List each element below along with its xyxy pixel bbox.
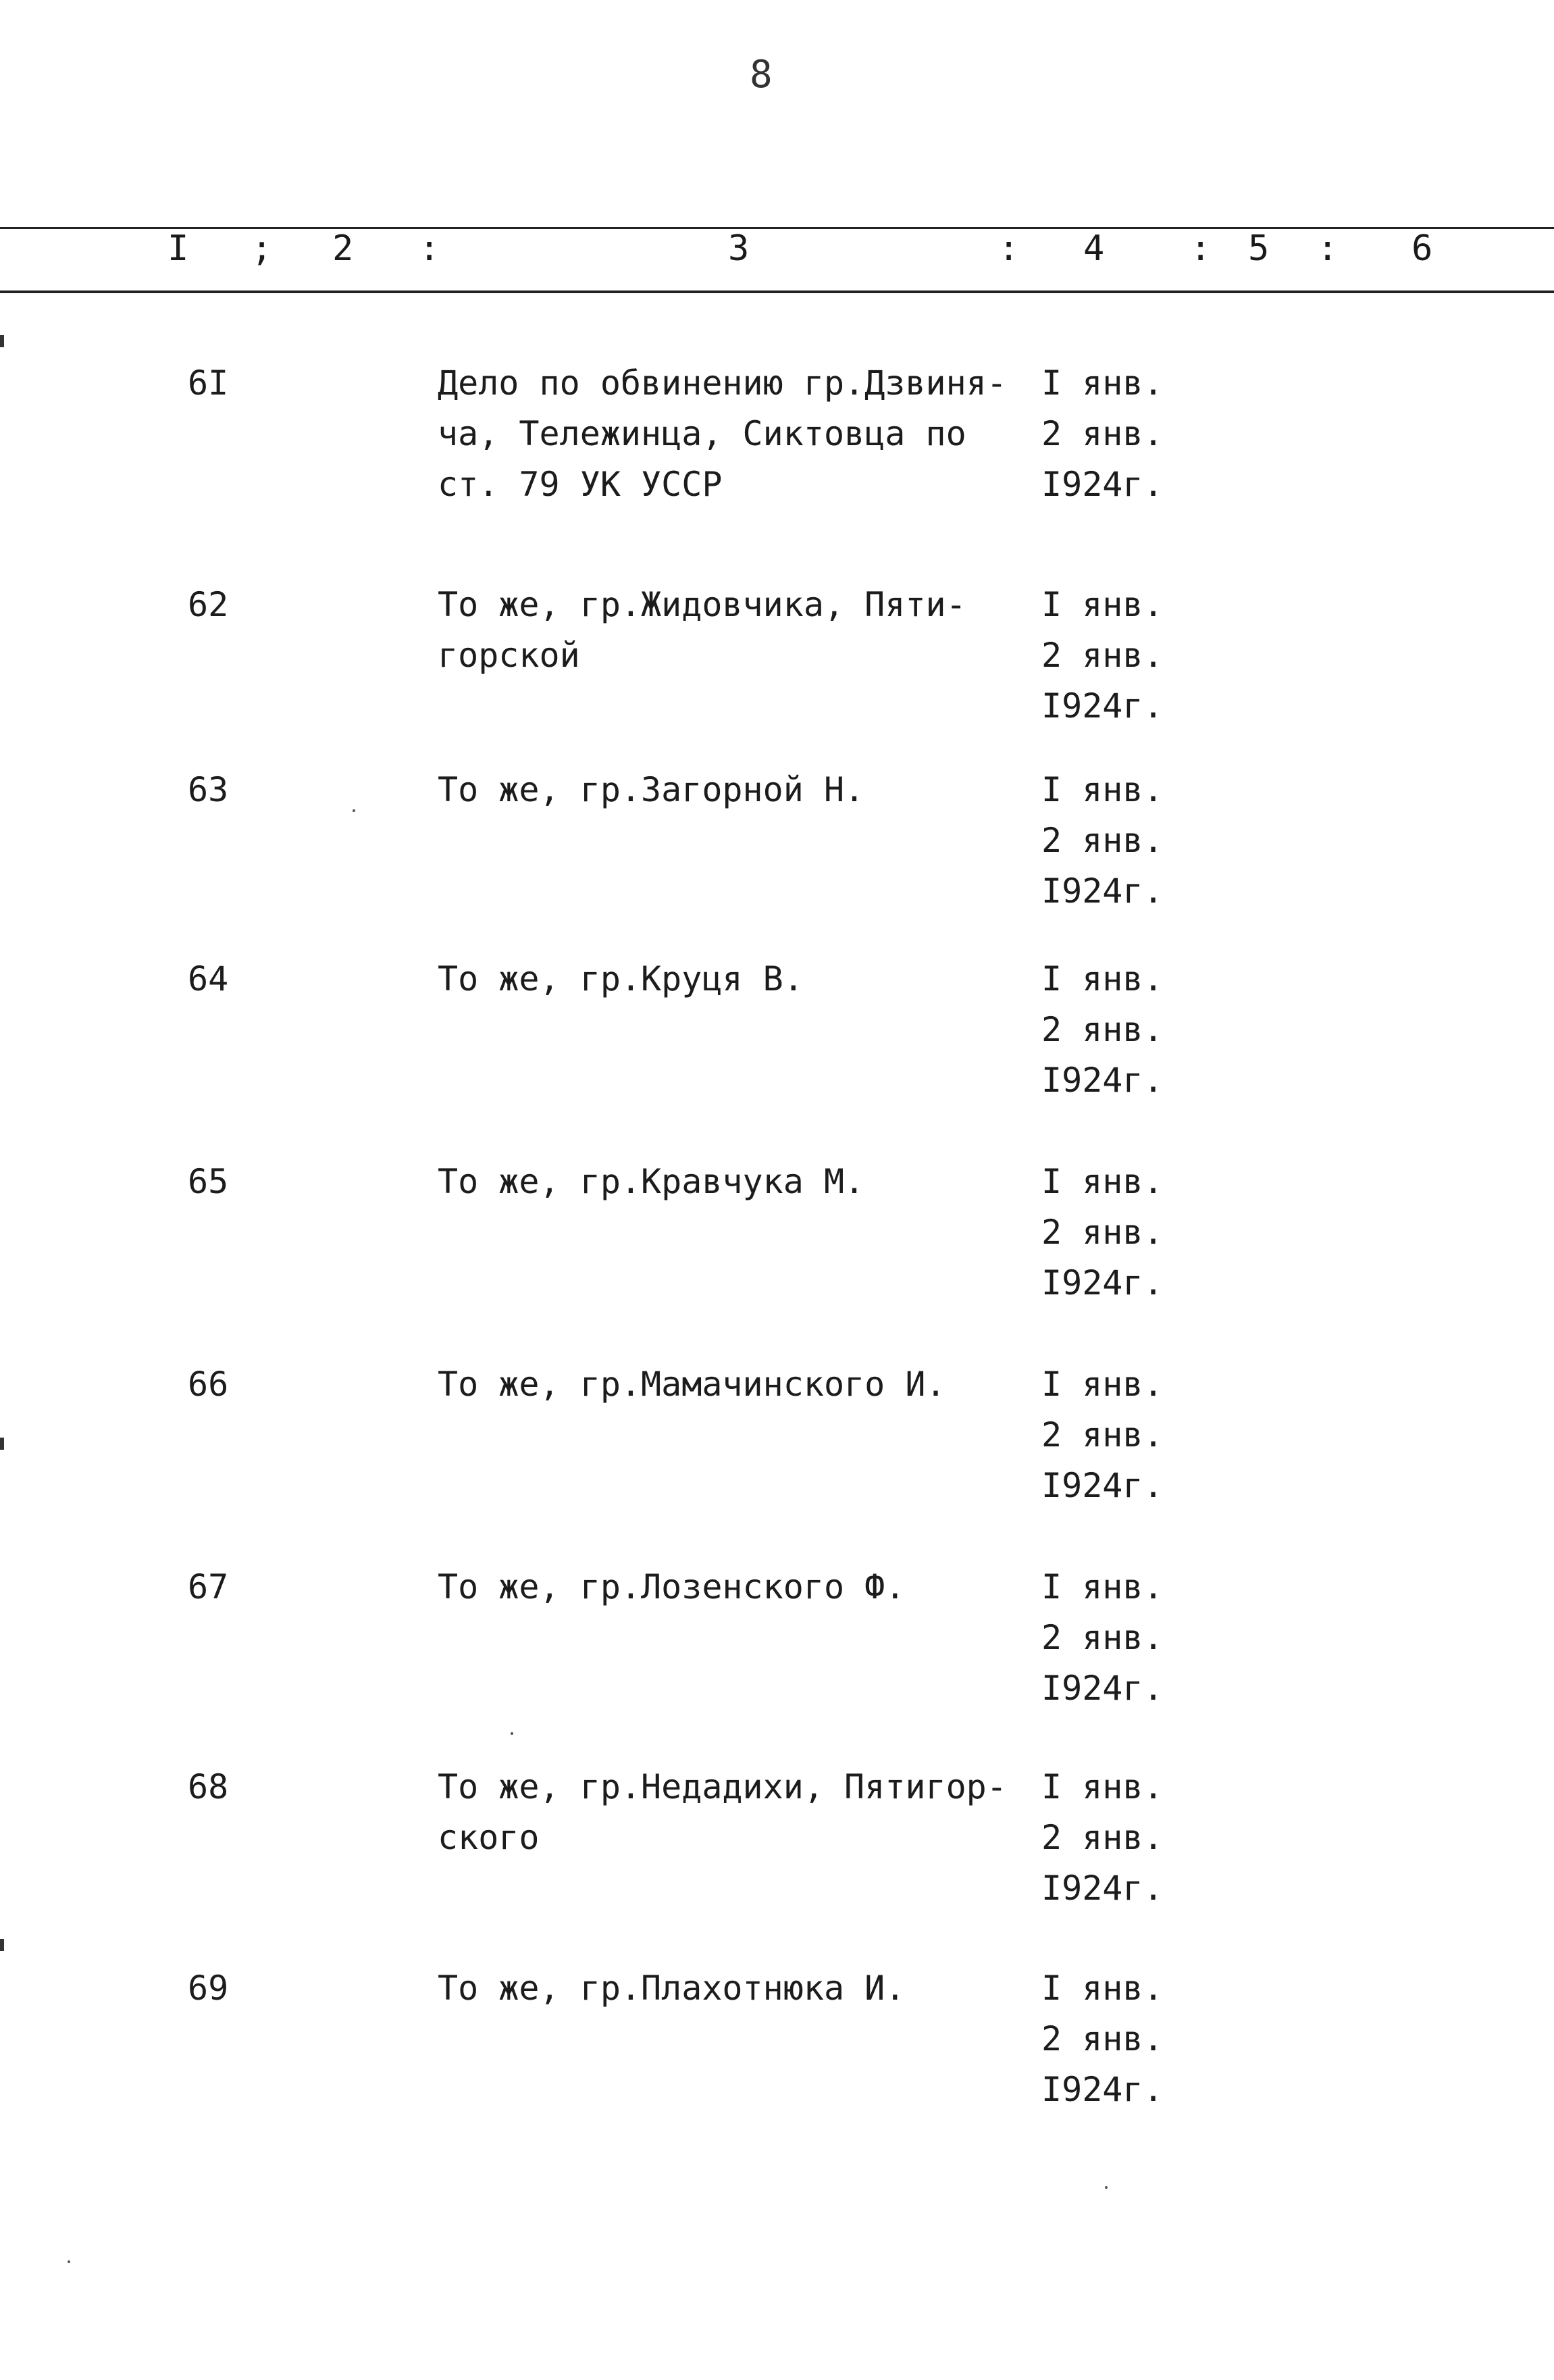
row-dates bbox=[1041, 1157, 1164, 1309]
margin-mark bbox=[0, 1438, 4, 1450]
row-dates bbox=[1041, 358, 1164, 510]
date-year: I924г. bbox=[1041, 465, 1164, 504]
row-number: 63 bbox=[188, 770, 229, 809]
row-dates bbox=[1041, 1562, 1164, 1714]
date-start: I янв. bbox=[1041, 959, 1164, 998]
date-start: I янв. bbox=[1041, 1969, 1164, 2008]
date-year: I924г. bbox=[1041, 1263, 1164, 1302]
date-year: I924г. bbox=[1041, 1061, 1164, 1100]
row-description: То же, гр.Лозенского Ф. bbox=[438, 1567, 906, 1606]
date-year: I924г. bbox=[1041, 1466, 1164, 1505]
date-end: 2 янв. bbox=[1041, 821, 1164, 860]
date-year: I924г. bbox=[1041, 871, 1164, 911]
row-number: 68 bbox=[188, 1767, 229, 1806]
row-description: Дело по обвинению гр.Дзвиня- ча, Тележинца, Сиктовца по ст. 79 УК УССР bbox=[438, 363, 1007, 504]
row-number: 69 bbox=[188, 1969, 229, 2008]
header-col-4: 4 bbox=[1083, 228, 1105, 269]
margin-mark bbox=[0, 335, 4, 347]
row-description: То же, гр.Круця В. bbox=[438, 959, 804, 998]
date-end: 2 янв. bbox=[1041, 1618, 1164, 1657]
header-col-2: 2 bbox=[332, 228, 354, 269]
margin-mark bbox=[0, 1939, 4, 1951]
row-dates bbox=[1041, 580, 1164, 732]
header-col-5: 5 bbox=[1248, 228, 1270, 269]
row-number: 6I bbox=[188, 363, 229, 403]
date-start: I янв. bbox=[1041, 1767, 1164, 1806]
date-end: 2 янв. bbox=[1041, 1010, 1164, 1049]
header-bottom-rule bbox=[0, 290, 1554, 293]
row-number: 62 bbox=[188, 585, 229, 624]
date-year: I924г. bbox=[1041, 686, 1164, 726]
header-sep-2: : bbox=[419, 228, 440, 269]
row-dates bbox=[1041, 954, 1164, 1106]
row-dates bbox=[1041, 765, 1164, 917]
header-col-6: 6 bbox=[1411, 228, 1433, 269]
date-end: 2 янв. bbox=[1041, 1213, 1164, 1252]
row-dates bbox=[1041, 1359, 1164, 1511]
row-description: То же, гр.Кравчука М. bbox=[438, 1162, 865, 1201]
date-end: 2 янв. bbox=[1041, 1415, 1164, 1454]
page-number: 8 bbox=[750, 53, 773, 97]
row-description: То же, гр.Плахотнюка И. bbox=[438, 1969, 906, 2008]
row-number: 64 bbox=[188, 959, 229, 998]
row-dates bbox=[1041, 1762, 1164, 1914]
date-end: 2 янв. bbox=[1041, 636, 1164, 675]
row-description: То же, гр.Жидовчика, Пяти- горской bbox=[438, 585, 966, 675]
header-col-1: I bbox=[167, 228, 189, 269]
date-start: I янв. bbox=[1041, 770, 1164, 809]
header-col-3: 3 bbox=[728, 228, 750, 269]
date-start: I янв. bbox=[1041, 1567, 1164, 1606]
row-description: То же, гр.Загорной Н. bbox=[438, 770, 865, 809]
speck bbox=[1105, 2186, 1108, 2189]
date-start: I янв. bbox=[1041, 363, 1164, 403]
header-sep-4: : bbox=[1190, 228, 1212, 269]
header-sep-3: : bbox=[998, 228, 1020, 269]
date-start: I янв. bbox=[1041, 585, 1164, 624]
row-description: То же, гр.Недадихи, Пятигор- ского bbox=[438, 1767, 1007, 1857]
speck bbox=[353, 809, 355, 812]
row-description: То же, гр.Мамачинского И. bbox=[438, 1365, 946, 1404]
row-number: 67 bbox=[188, 1567, 229, 1606]
date-start: I янв. bbox=[1041, 1162, 1164, 1201]
speck bbox=[68, 2260, 70, 2263]
date-end: 2 янв. bbox=[1041, 1818, 1164, 1857]
date-end: 2 янв. bbox=[1041, 414, 1164, 453]
header-sep-1: ; bbox=[251, 228, 273, 269]
row-number: 65 bbox=[188, 1162, 229, 1201]
row-dates bbox=[1041, 1963, 1164, 2115]
speck bbox=[511, 1732, 513, 1735]
header-sep-5: : bbox=[1317, 228, 1339, 269]
date-start: I янв. bbox=[1041, 1365, 1164, 1404]
date-year: I924г. bbox=[1041, 1869, 1164, 1908]
date-year: I924г. bbox=[1041, 1669, 1164, 1708]
date-end: 2 янв. bbox=[1041, 2019, 1164, 2058]
date-year: I924г. bbox=[1041, 2070, 1164, 2109]
row-number: 66 bbox=[188, 1365, 229, 1404]
